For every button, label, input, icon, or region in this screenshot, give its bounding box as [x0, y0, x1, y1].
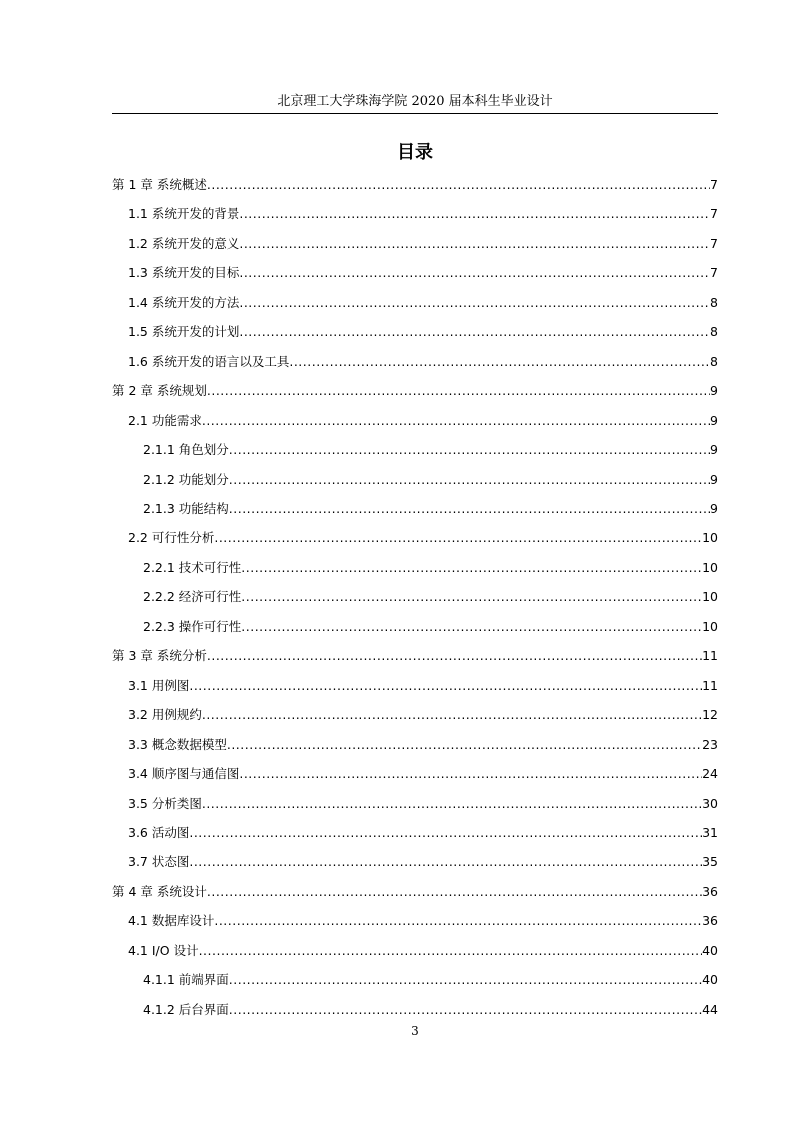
toc-entry-label: 4.1 数据库设计	[128, 913, 215, 929]
toc-entry-label: 第 2 章 系统规划	[112, 383, 207, 399]
toc-entry-label: 4.1.2 后台界面	[143, 1001, 229, 1017]
toc-entry-page: 8	[710, 294, 718, 310]
toc-title: 目录	[397, 142, 433, 163]
toc-leader-dots	[207, 644, 702, 668]
toc-entry[interactable]	[112, 733, 718, 762]
toc-entry[interactable]	[112, 850, 718, 879]
toc-entry[interactable]	[112, 438, 718, 467]
toc-entry-page: 9	[710, 383, 718, 399]
toc-entry[interactable]	[112, 939, 718, 968]
toc-entry-page: 40	[702, 942, 718, 958]
toc-entry[interactable]	[112, 703, 718, 732]
toc-entry-label: 1.3 系统开发的目标	[128, 265, 240, 281]
toc-leader-dots	[229, 968, 702, 992]
toc-leader-dots	[239, 320, 710, 344]
toc-leader-dots	[239, 291, 710, 315]
toc-entry[interactable]	[112, 880, 718, 909]
toc-leader-dots	[207, 379, 710, 403]
toc-entry-page: 10	[702, 618, 718, 634]
toc-entry-label: 第 3 章 系统分析	[112, 648, 207, 664]
toc-leader-dots	[289, 350, 710, 374]
toc-entry-page: 40	[702, 972, 718, 988]
toc-entry-label: 1.2 系统开发的意义	[128, 235, 240, 251]
toc-entry-label: 4.1.1 前端界面	[143, 972, 229, 988]
toc-leader-dots	[229, 497, 710, 521]
toc-entry[interactable]	[112, 968, 718, 997]
toc-entry-page: 36	[702, 883, 718, 899]
toc-entry-label: 3.5 分析类图	[128, 795, 202, 811]
toc-leader-dots	[199, 939, 703, 963]
toc-entry[interactable]	[112, 409, 718, 438]
toc-entry[interactable]	[112, 497, 718, 526]
toc-leader-dots	[241, 585, 702, 609]
toc-leader-dots	[202, 792, 702, 816]
toc-entry-page: 9	[710, 500, 718, 516]
toc-entry[interactable]	[112, 585, 718, 614]
toc-leader-dots	[241, 615, 702, 639]
toc-leader-dots	[239, 202, 710, 226]
toc-entry-label: 3.7 状态图	[128, 854, 190, 870]
toc-entry-label: 3.2 用例规约	[128, 707, 202, 723]
toc-entry-label: 2.1.3 功能结构	[143, 500, 229, 516]
toc-entry[interactable]	[112, 379, 718, 408]
toc-entry[interactable]	[112, 762, 718, 791]
toc-entry-page: 7	[710, 265, 718, 281]
toc-entry-page: 31	[702, 824, 718, 840]
toc-entry-page: 36	[702, 913, 718, 929]
toc-entry-label: 2.2.2 经济可行性	[143, 589, 242, 605]
toc-entry-page: 9	[710, 471, 718, 487]
toc-entry-page: 8	[710, 324, 718, 340]
toc-leader-dots	[189, 821, 702, 845]
toc-entry-page: 7	[710, 235, 718, 251]
toc-entry-label: 1.6 系统开发的语言以及工具	[128, 353, 290, 369]
toc-entry-page: 8	[710, 353, 718, 369]
toc-leader-dots	[227, 733, 702, 757]
toc-leader-dots	[229, 468, 710, 492]
toc-entry-page: 23	[702, 736, 718, 752]
toc-leader-dots	[189, 850, 702, 874]
toc-entry-label: 2.2.3 操作可行性	[143, 618, 242, 634]
toc-leader-dots	[202, 409, 710, 433]
toc-entry-label: 2.1 功能需求	[128, 412, 202, 428]
toc-leader-dots	[207, 880, 702, 904]
toc-entry[interactable]	[112, 821, 718, 850]
toc-entry-page: 10	[702, 559, 718, 575]
toc-entry-page: 9	[710, 412, 718, 428]
toc-entry[interactable]	[112, 468, 718, 497]
toc-entry-label: 2.2.1 技术可行性	[143, 559, 242, 575]
page-number: 3	[411, 1024, 419, 1038]
toc-entry-label: 第 1 章 系统概述	[112, 177, 207, 192]
toc-entry-label: 3.3 概念数据模型	[128, 736, 227, 752]
toc-entry-label: 1.5 系统开发的计划	[128, 324, 240, 340]
toc-entry-page: 44	[702, 1001, 718, 1017]
toc-leader-dots	[241, 556, 702, 580]
toc-entry[interactable]	[112, 261, 718, 290]
toc-entry-page: 12	[702, 707, 718, 723]
toc-entry[interactable]	[112, 674, 718, 703]
toc-entry[interactable]	[112, 644, 718, 673]
toc-entry-page: 35	[702, 854, 718, 870]
toc-entry-label: 3.1 用例图	[128, 677, 190, 693]
toc-leader-dots	[202, 703, 702, 727]
page-header: 北京理工大学珠海学院 2020 届本科生毕业设计	[277, 94, 553, 109]
toc-entry[interactable]	[112, 320, 718, 349]
toc-entry-page: 11	[702, 677, 718, 693]
toc-leader-dots	[239, 232, 710, 256]
toc-entry-page: 10	[702, 589, 718, 605]
toc-entry[interactable]	[112, 526, 718, 555]
toc-entry-page: 24	[702, 766, 718, 782]
toc-entry-label: 3.4 顺序图与通信图	[128, 766, 240, 782]
toc-entry-label: 2.1.2 功能划分	[143, 471, 229, 487]
toc-entry[interactable]	[112, 615, 718, 644]
toc-entry-label: 第 4 章 系统设计	[112, 883, 207, 899]
toc-entry-label: 1.1 系统开发的背景	[128, 206, 240, 222]
toc-leader-dots	[229, 438, 710, 462]
toc-entry[interactable]	[112, 202, 718, 231]
toc-entry[interactable]	[112, 232, 718, 261]
toc-leader-dots	[189, 674, 702, 698]
toc-entry[interactable]	[112, 909, 718, 938]
toc-entry-label: 3.6 活动图	[128, 824, 190, 840]
toc-leader-dots	[207, 173, 710, 197]
toc-leader-dots	[239, 261, 710, 285]
toc-entry[interactable]	[112, 556, 718, 585]
toc-entry[interactable]	[112, 792, 718, 821]
toc-leader-dots	[229, 998, 702, 1022]
toc-list	[112, 173, 718, 1027]
toc-entry[interactable]	[112, 173, 718, 202]
toc-entry[interactable]	[112, 291, 718, 320]
toc-entry-label: 2.2 可行性分析	[128, 530, 215, 546]
toc-entry-page: 7	[710, 206, 718, 222]
toc-entry-page: 11	[702, 648, 718, 664]
toc-entry-page: 7	[710, 177, 718, 192]
toc-entry-label: 2.1.1 角色划分	[143, 442, 229, 458]
toc-entry-page: 30	[702, 795, 718, 811]
toc-entry-label: 1.4 系统开发的方法	[128, 294, 240, 310]
toc-entry-page: 10	[702, 530, 718, 546]
header-rule	[112, 113, 718, 114]
toc-entry-page: 9	[710, 442, 718, 458]
toc-leader-dots	[214, 526, 702, 550]
toc-entry-label: 4.1 I/O 设计	[128, 942, 199, 958]
toc-leader-dots	[239, 762, 702, 786]
toc-leader-dots	[214, 909, 702, 933]
toc-entry[interactable]	[112, 350, 718, 379]
